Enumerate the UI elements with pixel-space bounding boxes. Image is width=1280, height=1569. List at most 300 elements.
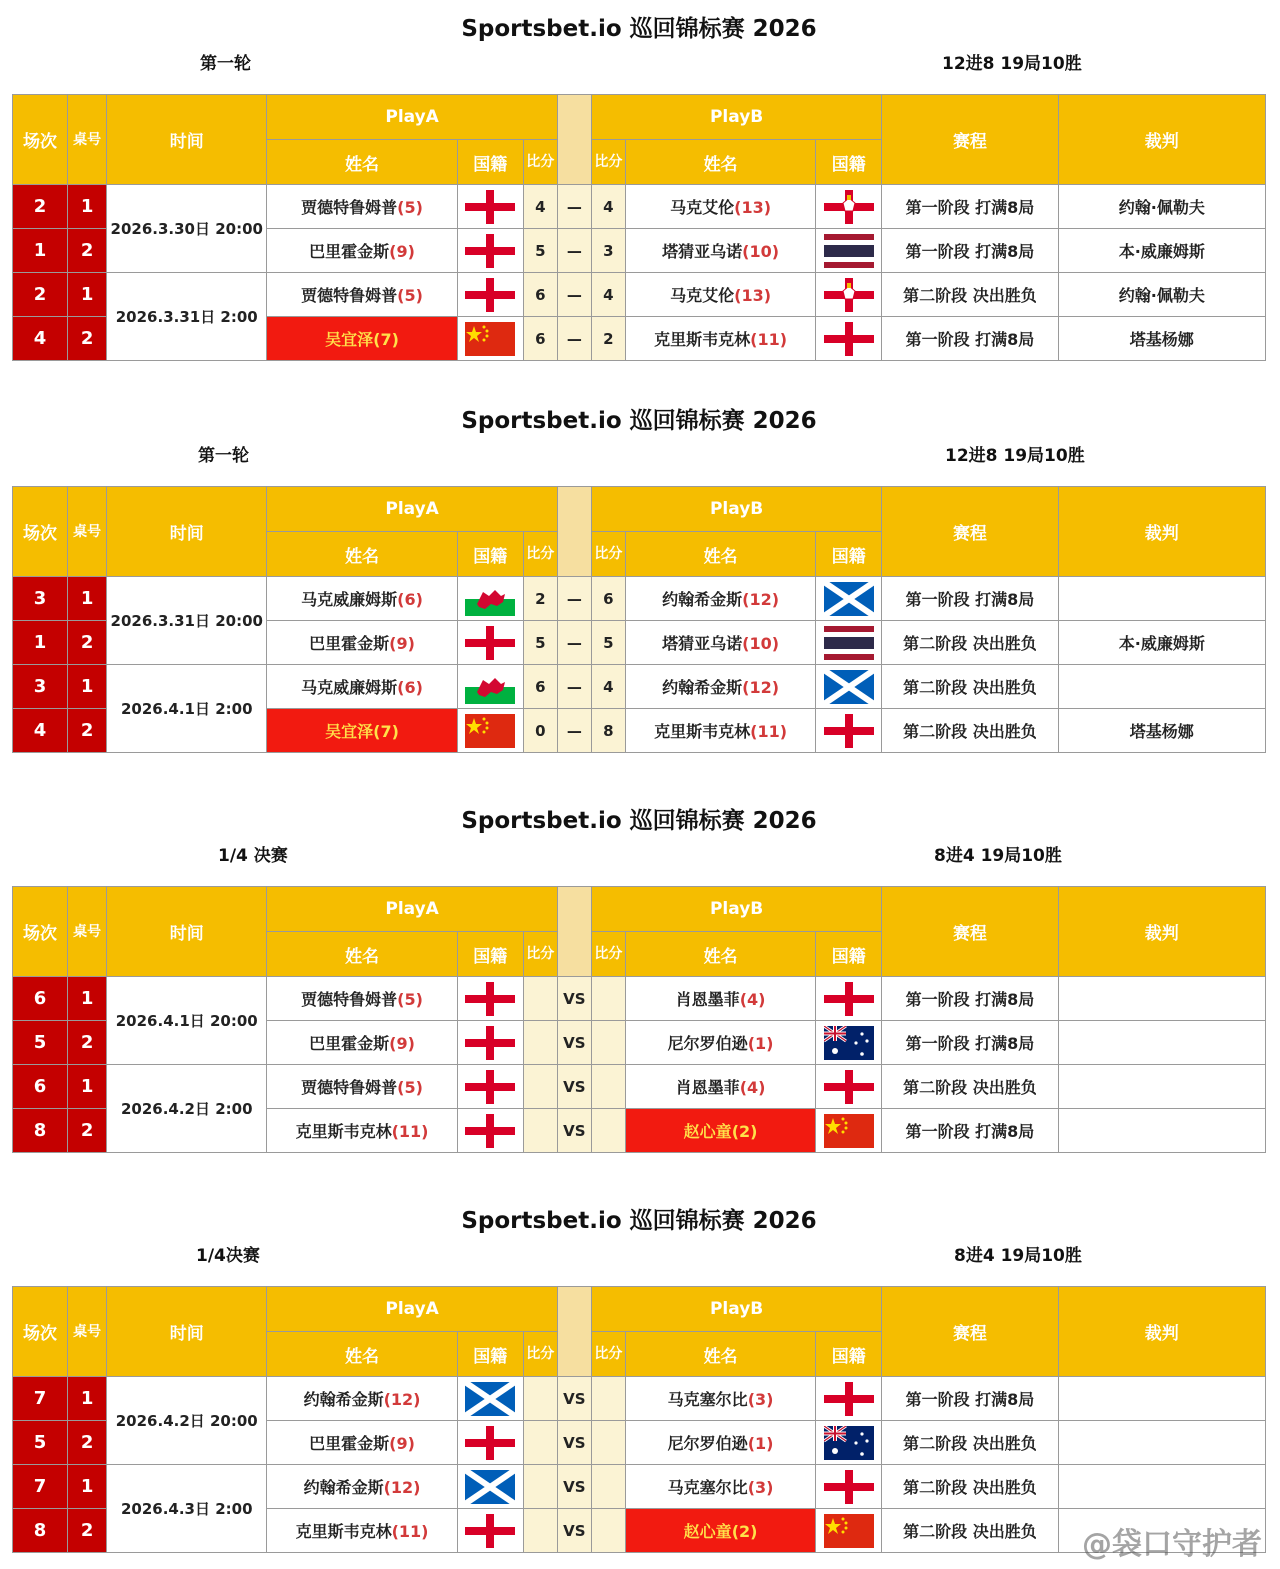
player-b-name xyxy=(625,621,815,665)
player-a-country xyxy=(457,1421,523,1465)
versus-separator: VS xyxy=(557,1377,591,1421)
header-row xyxy=(13,487,1266,532)
col-table: 桌号 xyxy=(68,95,107,185)
player-a-score: 0 xyxy=(523,709,557,753)
stage-info: 第二阶段 决出胜负 xyxy=(882,1421,1058,1465)
northern-ireland-flag-icon xyxy=(824,190,874,224)
player-b-country xyxy=(816,1065,882,1109)
match-time: 2026.3.31日 2:00 xyxy=(107,273,267,361)
player-a-score: 5 xyxy=(523,621,557,665)
format-rule: 8进4 19局10胜 xyxy=(954,1246,1082,1266)
player-b-country xyxy=(816,665,882,709)
col-time: 时间 xyxy=(107,1287,267,1377)
col-country: 国籍 xyxy=(457,140,523,185)
player-b-score: 4 xyxy=(591,665,625,709)
player-name: 约翰希金斯 xyxy=(303,1390,384,1409)
player-a-header: PlayA xyxy=(267,1287,557,1332)
schedule-section xyxy=(12,402,1266,762)
stage-info: 第一阶段 打满8局 xyxy=(882,1377,1058,1421)
player-b-country xyxy=(816,1421,882,1465)
table-number: 2 xyxy=(68,1021,107,1065)
player-a-score xyxy=(523,1377,557,1421)
table-number: 1 xyxy=(68,977,107,1021)
watermark: @袋口守护者 xyxy=(1082,1527,1262,1562)
player-b-score xyxy=(591,1509,625,1553)
format-rule: 12进8 19局10胜 xyxy=(945,446,1085,466)
player-a-name xyxy=(267,709,457,753)
player-name: 克里斯韦克林 xyxy=(295,1122,392,1141)
england-flag-icon xyxy=(824,714,874,748)
player-name: 马克威廉姆斯 xyxy=(301,678,398,697)
player-a-country xyxy=(457,577,523,621)
player-b-name xyxy=(625,1377,815,1421)
player-seed: (2) xyxy=(731,1122,758,1141)
player-a-name xyxy=(267,1509,457,1553)
match-number: 2 xyxy=(13,273,68,317)
player-a-country xyxy=(457,977,523,1021)
player-b-country xyxy=(816,273,882,317)
versus-separator: VS xyxy=(557,1021,591,1065)
china-flag-icon xyxy=(824,1114,874,1148)
match-number: 1 xyxy=(13,229,68,273)
table-number: 2 xyxy=(68,1509,107,1553)
player-a-name xyxy=(267,977,457,1021)
england-flag-icon xyxy=(465,1426,515,1460)
player-seed: (1) xyxy=(747,1034,774,1053)
player-b-header: PlayB xyxy=(591,487,881,532)
section-title: Sportsbet.io 巡回锦标赛 2026 xyxy=(461,16,817,42)
player-a-country xyxy=(457,665,523,709)
player-b-country xyxy=(816,1509,882,1553)
player-a-score: 6 xyxy=(523,273,557,317)
player-a-country xyxy=(457,1377,523,1421)
score-gap xyxy=(557,487,591,577)
player-b-score xyxy=(591,1065,625,1109)
schedule-table xyxy=(12,486,1266,753)
player-seed: (6) xyxy=(397,678,423,697)
table-row xyxy=(13,977,1266,1021)
player-a-country xyxy=(457,1109,523,1153)
player-a-name xyxy=(267,621,457,665)
player-a-score: 4 xyxy=(523,185,557,229)
versus-separator: — xyxy=(557,273,591,317)
player-a-name xyxy=(267,273,457,317)
section-title: Sportsbet.io 巡回锦标赛 2026 xyxy=(461,408,817,434)
player-seed: (13) xyxy=(734,198,772,217)
stage-info: 第一阶段 打满8局 xyxy=(882,229,1058,273)
col-name: 姓名 xyxy=(625,932,815,977)
scotland-flag-icon xyxy=(824,670,874,704)
col-score: 比分 xyxy=(523,932,557,977)
player-b-country xyxy=(816,621,882,665)
player-b-name xyxy=(625,665,815,709)
thailand-flag-icon xyxy=(824,626,874,660)
table-number: 2 xyxy=(68,317,107,361)
player-a-name xyxy=(267,665,457,709)
match-time: 2026.3.31日 20:00 xyxy=(107,577,267,665)
col-country: 国籍 xyxy=(457,932,523,977)
versus-separator: — xyxy=(557,665,591,709)
stage-info: 第二阶段 决出胜负 xyxy=(882,1065,1058,1109)
player-b-name xyxy=(625,977,815,1021)
col-score: 比分 xyxy=(591,532,625,577)
player-seed: (13) xyxy=(734,286,772,305)
player-a-name xyxy=(267,1421,457,1465)
match-number: 7 xyxy=(13,1465,68,1509)
schedule-section xyxy=(12,10,1266,370)
england-flag-icon xyxy=(824,1070,874,1104)
col-stage: 赛程 xyxy=(882,487,1058,577)
col-name: 姓名 xyxy=(625,140,815,185)
player-a-score xyxy=(523,1465,557,1509)
player-seed: (9) xyxy=(389,242,415,261)
col-match: 场次 xyxy=(13,887,68,977)
player-seed: (3) xyxy=(747,1390,774,1409)
player-b-country xyxy=(816,709,882,753)
player-b-country xyxy=(816,185,882,229)
player-name: 吴宜泽 xyxy=(325,330,374,349)
stage-info: 第二阶段 决出胜负 xyxy=(882,621,1058,665)
match-time: 2026.4.1日 20:00 xyxy=(107,977,267,1065)
england-flag-icon xyxy=(465,234,515,268)
player-b-country xyxy=(816,1021,882,1065)
col-country: 国籍 xyxy=(816,140,882,185)
stage-info: 第二阶段 决出胜负 xyxy=(882,665,1058,709)
player-a-name xyxy=(267,1465,457,1509)
schedule-section xyxy=(12,802,1266,1162)
versus-separator: — xyxy=(557,621,591,665)
player-name: 贾德特鲁姆普 xyxy=(301,990,398,1009)
player-name: 巴里霍金斯 xyxy=(309,1434,390,1453)
schedule-table xyxy=(12,94,1266,361)
player-name: 贾德特鲁姆普 xyxy=(301,198,398,217)
col-time: 时间 xyxy=(107,95,267,185)
player-b-country xyxy=(816,229,882,273)
stage-info: 第二阶段 决出胜负 xyxy=(882,273,1058,317)
player-b-score xyxy=(591,1465,625,1509)
table-number: 1 xyxy=(68,1377,107,1421)
player-name: 克里斯韦克林 xyxy=(654,330,751,349)
player-seed: (9) xyxy=(389,1034,415,1053)
referee-name xyxy=(1058,977,1265,1021)
player-name: 肖恩墨菲 xyxy=(675,1078,740,1097)
player-b-score xyxy=(591,1377,625,1421)
match-number: 3 xyxy=(13,665,68,709)
player-name: 肖恩墨菲 xyxy=(675,990,740,1009)
player-name: 巴里霍金斯 xyxy=(309,634,390,653)
player-b-name xyxy=(625,1065,815,1109)
score-gap xyxy=(557,95,591,185)
match-number: 6 xyxy=(13,977,68,1021)
australia-flag-icon xyxy=(824,1026,874,1060)
col-country: 国籍 xyxy=(816,932,882,977)
col-name: 姓名 xyxy=(625,1332,815,1377)
player-a-header: PlayA xyxy=(267,487,557,532)
player-name: 约翰希金斯 xyxy=(303,1478,384,1497)
player-b-header: PlayB xyxy=(591,95,881,140)
versus-separator: — xyxy=(557,709,591,753)
player-b-score: 5 xyxy=(591,621,625,665)
schedule-section xyxy=(12,1202,1266,1562)
referee-name: 本·威廉姆斯 xyxy=(1058,229,1265,273)
player-b-country xyxy=(816,1109,882,1153)
table-number: 1 xyxy=(68,1465,107,1509)
referee-name xyxy=(1058,1465,1265,1509)
referee-name xyxy=(1058,665,1265,709)
col-table: 桌号 xyxy=(68,1287,107,1377)
schedule-table xyxy=(12,886,1266,1153)
player-name: 马克塞尔比 xyxy=(667,1478,748,1497)
player-seed: (5) xyxy=(397,990,423,1009)
player-seed: (12) xyxy=(742,590,780,609)
match-number: 8 xyxy=(13,1109,68,1153)
player-seed: (4) xyxy=(739,1078,766,1097)
scotland-flag-icon xyxy=(465,1470,515,1504)
player-a-score xyxy=(523,1021,557,1065)
player-seed: (4) xyxy=(739,990,766,1009)
referee-name xyxy=(1058,1421,1265,1465)
table-number: 2 xyxy=(68,1109,107,1153)
col-name: 姓名 xyxy=(267,932,457,977)
player-seed: (9) xyxy=(389,634,415,653)
england-flag-icon xyxy=(824,322,874,356)
player-seed: (12) xyxy=(742,678,780,697)
versus-separator: VS xyxy=(557,1465,591,1509)
player-a-country xyxy=(457,621,523,665)
wales-flag-icon xyxy=(465,670,515,704)
header-row xyxy=(13,1287,1266,1332)
table-number: 2 xyxy=(68,709,107,753)
player-b-score: 4 xyxy=(591,273,625,317)
table-row xyxy=(13,1065,1266,1109)
scotland-flag-icon xyxy=(824,582,874,616)
col-name: 姓名 xyxy=(625,532,815,577)
england-flag-icon xyxy=(465,1026,515,1060)
col-name: 姓名 xyxy=(267,532,457,577)
england-flag-icon xyxy=(824,1470,874,1504)
col-name: 姓名 xyxy=(267,140,457,185)
england-flag-icon xyxy=(465,278,515,312)
round-label: 1/4 决赛 xyxy=(218,846,288,866)
match-number: 4 xyxy=(13,709,68,753)
stage-info: 第二阶段 决出胜负 xyxy=(882,1465,1058,1509)
round-label: 第一轮 xyxy=(198,446,249,466)
match-number: 6 xyxy=(13,1065,68,1109)
player-a-score xyxy=(523,977,557,1021)
player-seed: (6) xyxy=(397,590,423,609)
col-match: 场次 xyxy=(13,95,68,185)
player-name: 克里斯韦克林 xyxy=(295,1522,392,1541)
col-stage: 赛程 xyxy=(882,95,1058,185)
england-flag-icon xyxy=(465,626,515,660)
referee-name: 约翰·佩勒夫 xyxy=(1058,185,1265,229)
player-name: 塔猜亚乌诺 xyxy=(662,242,743,261)
versus-separator: — xyxy=(557,317,591,361)
player-seed: (9) xyxy=(389,1434,415,1453)
player-name: 塔猜亚乌诺 xyxy=(662,634,743,653)
col-country: 国籍 xyxy=(816,1332,882,1377)
match-number: 3 xyxy=(13,577,68,621)
player-b-score: 4 xyxy=(591,185,625,229)
versus-separator: — xyxy=(557,577,591,621)
player-a-country xyxy=(457,273,523,317)
table-row xyxy=(13,1377,1266,1421)
table-row xyxy=(13,665,1266,709)
player-a-score: 6 xyxy=(523,665,557,709)
player-a-name xyxy=(267,1065,457,1109)
australia-flag-icon xyxy=(824,1426,874,1460)
player-b-name xyxy=(625,1509,815,1553)
player-a-country xyxy=(457,709,523,753)
player-b-country xyxy=(816,1465,882,1509)
player-a-name xyxy=(267,317,457,361)
match-time: 2026.3.30日 20:00 xyxy=(107,185,267,273)
col-country: 国籍 xyxy=(457,1332,523,1377)
referee-name xyxy=(1058,1377,1265,1421)
col-score: 比分 xyxy=(591,932,625,977)
player-name: 约翰希金斯 xyxy=(662,590,743,609)
col-table: 桌号 xyxy=(68,887,107,977)
player-a-country xyxy=(457,229,523,273)
player-a-score xyxy=(523,1421,557,1465)
player-seed: (11) xyxy=(750,722,788,741)
col-referee: 裁判 xyxy=(1058,487,1265,577)
player-b-name xyxy=(625,1465,815,1509)
player-name: 尼尔罗伯逊 xyxy=(667,1434,748,1453)
player-b-score: 8 xyxy=(591,709,625,753)
section-title: Sportsbet.io 巡回锦标赛 2026 xyxy=(461,1208,817,1234)
versus-separator: VS xyxy=(557,1421,591,1465)
player-a-header: PlayA xyxy=(267,95,557,140)
referee-name: 塔基杨娜 xyxy=(1058,317,1265,361)
score-gap xyxy=(557,887,591,977)
player-name: 贾德特鲁姆普 xyxy=(301,1078,398,1097)
player-b-name xyxy=(625,185,815,229)
versus-separator: VS xyxy=(557,1109,591,1153)
col-time: 时间 xyxy=(107,887,267,977)
player-name: 马克艾伦 xyxy=(670,286,735,305)
score-gap xyxy=(557,1287,591,1377)
referee-name: 本·威廉姆斯 xyxy=(1058,621,1265,665)
col-stage: 赛程 xyxy=(882,887,1058,977)
player-b-country xyxy=(816,1377,882,1421)
player-seed: (10) xyxy=(742,634,780,653)
thailand-flag-icon xyxy=(824,234,874,268)
versus-separator: VS xyxy=(557,1509,591,1553)
england-flag-icon xyxy=(824,1382,874,1416)
player-name: 赵心童 xyxy=(683,1522,732,1541)
header-row xyxy=(13,95,1266,140)
table-row xyxy=(13,185,1266,229)
player-b-country xyxy=(816,577,882,621)
match-time: 2026.4.1日 2:00 xyxy=(107,665,267,753)
player-seed: (3) xyxy=(747,1478,774,1497)
china-flag-icon xyxy=(465,322,515,356)
table-number: 2 xyxy=(68,229,107,273)
match-time: 2026.4.2日 20:00 xyxy=(107,1377,267,1465)
col-name: 姓名 xyxy=(267,1332,457,1377)
england-flag-icon xyxy=(465,190,515,224)
table-row xyxy=(13,273,1266,317)
versus-separator: — xyxy=(557,185,591,229)
table-number: 2 xyxy=(68,1421,107,1465)
player-name: 尼尔罗伯逊 xyxy=(667,1034,748,1053)
wales-flag-icon xyxy=(465,582,515,616)
player-a-score xyxy=(523,1509,557,1553)
table-number: 1 xyxy=(68,273,107,317)
format-rule: 12进8 19局10胜 xyxy=(942,54,1082,74)
player-seed: (1) xyxy=(747,1434,774,1453)
player-a-name xyxy=(267,1109,457,1153)
match-number: 7 xyxy=(13,1377,68,1421)
col-score: 比分 xyxy=(523,532,557,577)
col-match: 场次 xyxy=(13,1287,68,1377)
player-a-score xyxy=(523,1109,557,1153)
round-label: 1/4决赛 xyxy=(196,1246,260,1266)
player-b-score: 2 xyxy=(591,317,625,361)
stage-info: 第一阶段 打满8局 xyxy=(882,1109,1058,1153)
match-time: 2026.4.2日 2:00 xyxy=(107,1065,267,1153)
player-a-score: 5 xyxy=(523,229,557,273)
player-seed: (11) xyxy=(391,1122,429,1141)
player-seed: (11) xyxy=(750,330,788,349)
player-b-header: PlayB xyxy=(591,1287,881,1332)
player-name: 巴里霍金斯 xyxy=(309,242,390,261)
versus-separator: VS xyxy=(557,1065,591,1109)
col-score: 比分 xyxy=(591,140,625,185)
stage-info: 第一阶段 打满8局 xyxy=(882,977,1058,1021)
player-a-country xyxy=(457,185,523,229)
player-b-name xyxy=(625,709,815,753)
match-number: 5 xyxy=(13,1421,68,1465)
player-a-name xyxy=(267,229,457,273)
player-b-country xyxy=(816,977,882,1021)
player-name: 赵心童 xyxy=(683,1122,732,1141)
player-b-header: PlayB xyxy=(591,887,881,932)
stage-info: 第一阶段 打满8局 xyxy=(882,317,1058,361)
table-number: 1 xyxy=(68,1065,107,1109)
match-number: 5 xyxy=(13,1021,68,1065)
england-flag-icon xyxy=(465,982,515,1016)
player-a-name xyxy=(267,1021,457,1065)
referee-name xyxy=(1058,577,1265,621)
col-referee: 裁判 xyxy=(1058,887,1265,977)
col-score: 比分 xyxy=(523,140,557,185)
schedule-table xyxy=(12,1286,1266,1553)
player-name: 马克艾伦 xyxy=(670,198,735,217)
player-b-name xyxy=(625,1021,815,1065)
col-country: 国籍 xyxy=(816,532,882,577)
versus-separator: VS xyxy=(557,977,591,1021)
player-b-score xyxy=(591,1109,625,1153)
player-b-name xyxy=(625,273,815,317)
stage-info: 第二阶段 决出胜负 xyxy=(882,1509,1058,1553)
player-seed: (5) xyxy=(397,198,423,217)
table-number: 1 xyxy=(68,665,107,709)
player-seed: (7) xyxy=(373,722,399,741)
player-seed: (10) xyxy=(742,242,780,261)
referee-name: 约翰·佩勒夫 xyxy=(1058,273,1265,317)
stage-info: 第一阶段 打满8局 xyxy=(882,577,1058,621)
player-b-score xyxy=(591,1021,625,1065)
player-b-score: 3 xyxy=(591,229,625,273)
player-a-country xyxy=(457,1021,523,1065)
player-b-name xyxy=(625,317,815,361)
col-time: 时间 xyxy=(107,487,267,577)
player-name: 克里斯韦克林 xyxy=(654,722,751,741)
col-match: 场次 xyxy=(13,487,68,577)
col-table: 桌号 xyxy=(68,487,107,577)
